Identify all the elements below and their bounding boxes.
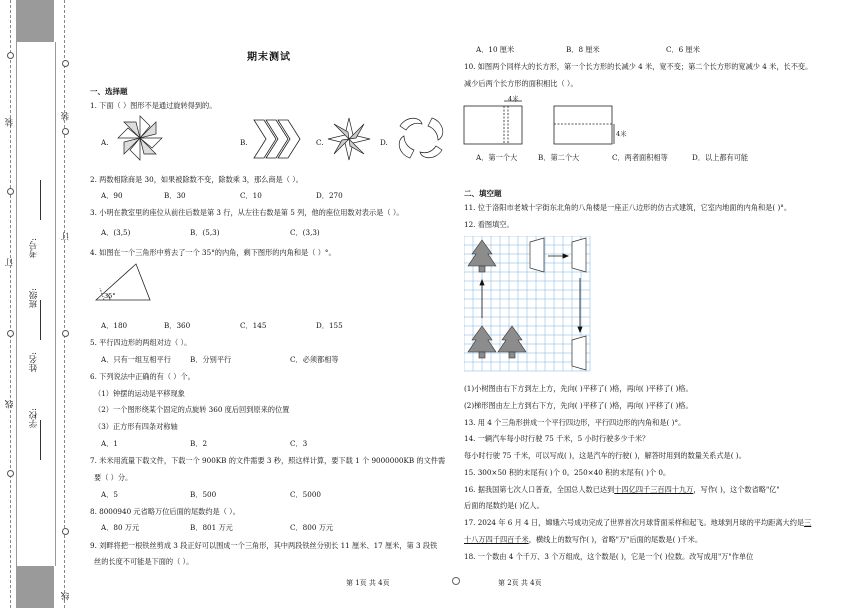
section-choice: 一、选择题 [90, 87, 128, 96]
q9-opt-b[interactable]: B．8 厘米 [566, 45, 600, 54]
q15-text: 15. 300×50 积的末尾有( )个 0。250×40 积的末尾有( )个 0。 [464, 468, 671, 477]
q13-text: 13. 用 4 个三角形拼成一个平行四边形，平行四边形的内角和是( )°。 [464, 418, 686, 427]
q1-opt-b[interactable]: B. [240, 138, 248, 147]
section-fill: 二、填空题 [464, 189, 502, 198]
q17-underlined-number: 三 [804, 518, 812, 527]
q6-opt-c[interactable]: C．3 [290, 439, 308, 448]
q12-text: 12. 看图填空。 [464, 220, 514, 229]
rectangles-figure [462, 96, 642, 148]
cut-triangle-figure [94, 262, 154, 304]
q6-text: 6. 下列说法中正确的有（ ）个。 [90, 372, 195, 381]
hole-marker [7, 470, 14, 477]
page-divider-mark [452, 577, 460, 585]
q3-text: 3. 小明在教室里的座位从前往后数是第 3 行，从左往右数是第 5 列，他的座位用数对表示是（ ）。 [90, 208, 404, 217]
q2-opt-c[interactable]: C．10 [240, 191, 262, 200]
pinwheel-figure [116, 114, 164, 162]
q7-text: 7. 米米用流量下载文件，下载一个 900KB 的文件需要 3 秒，照这样计算，要下载 1 个 9000000KB 的文件需 [90, 456, 446, 465]
q1-opt-c[interactable]: C. [316, 138, 324, 147]
q10-opt-d[interactable]: D．以上都有可能 [692, 153, 749, 162]
q8-opt-c[interactable]: C．800 万元 [290, 523, 334, 532]
q3-opt-a[interactable]: A．(3,5) [101, 228, 131, 237]
class-field[interactable] [40, 300, 41, 340]
q4-text: 4. 如图在一个三角形中剪去了一个 35°的内角，剩下图形的内角和是（ ）°。 [90, 248, 336, 257]
q2-text: 2. 两数相除商是 30，如果被除数不变，除数乘 3，那么商是（ ）。 [90, 175, 303, 184]
binding-margin [0, 0, 78, 608]
q6-item: （3）正方形有四条对称轴 [94, 422, 178, 431]
q7-text-cont: 要（ ）分。 [94, 473, 133, 482]
q16-fill: 后面的尾数约是( )亿人。 [464, 501, 544, 510]
q11-text: 11. 位于洛阳市老城十字街东北角的八角楼是一座正八边形的仿古式建筑，它室内地面的内角和是( )°。 [464, 203, 792, 212]
q2-opt-b[interactable]: B．30 [164, 191, 186, 200]
q17-underlined-number-cont: 十八万四千四百千米 [464, 535, 529, 544]
binding-mark: 线 [61, 592, 71, 601]
hole-marker [7, 330, 14, 337]
q5-opt-a[interactable]: A．只有一组互相平行 [101, 355, 171, 364]
exam-no-label: 考号: [29, 238, 39, 258]
q17-text: 17. 2024 年 6 月 4 日，嫦娥六号成功完成了世界首次月球背面采样和起飞。地球到月球的平均距离大约是三 [464, 518, 812, 527]
hole-marker [62, 528, 69, 535]
q7-opt-c[interactable]: C．5000 [290, 490, 321, 499]
q1-opt-d[interactable]: D. [380, 138, 388, 147]
q12-part1: (1)小树图由右下方到左上方，先向( )平移了( )格，再向( )平移了( )格。 [464, 384, 693, 393]
q4-angle-label: 35° [104, 292, 116, 300]
q7-opt-a[interactable]: A．5 [101, 490, 118, 499]
hole-marker [62, 128, 69, 135]
q16-text: 16. 据我国第七次人口普查，全国总人数已达到十四亿四千三百四十九万，写作( )，这个数省略"亿" [464, 485, 780, 494]
q5-opt-b[interactable]: B．分别平行 [190, 355, 232, 364]
q4-opt-a[interactable]: A．180 [101, 321, 128, 330]
q6-item: （2）一个图形绕某个固定的点旋转 360 度后回到原来的位置 [94, 405, 290, 414]
q5-opt-c[interactable]: C．必须都相等 [290, 355, 339, 364]
q5-text: 5. 平行四边形的两组对边（ ）。 [90, 338, 192, 347]
binding-mark: 订 [5, 258, 15, 267]
q8-opt-a[interactable]: A．80 万元 [101, 523, 140, 532]
q9-opt-c[interactable]: C．6 厘米 [666, 45, 700, 54]
dolphins-figure [392, 112, 450, 164]
q6-opt-a[interactable]: A．1 [101, 439, 118, 448]
q17-fill: 十八万四千四百千米，横线上的数写作( )，省略"万"后面的尾数是( )千米。 [464, 535, 703, 544]
q2-opt-a[interactable]: A．90 [101, 191, 123, 200]
q9-opt-a[interactable]: A．10 厘米 [476, 45, 515, 54]
exam-no-field[interactable] [40, 180, 41, 220]
q10-opt-b[interactable]: B．第二个大 [538, 153, 580, 162]
page-number-right: 第 2页 共 4页 [498, 579, 542, 587]
binding-gray-bottom [16, 566, 54, 608]
q8-opt-b[interactable]: B．801 万元 [190, 523, 233, 532]
q6-opt-b[interactable]: B．2 [190, 439, 208, 448]
hole-marker [62, 60, 69, 67]
hole-marker [7, 52, 14, 59]
q1-opt-a[interactable]: A. [101, 138, 109, 147]
q12-part2: (2)梯形图由左上方到右下方，先向( )平移了( )格，再向( )平移了( )格。 [464, 401, 693, 410]
cut-line-inner [64, 0, 65, 608]
q6-item: （1）钟摆的运动是平移现象 [94, 389, 185, 398]
translation-grid-figure [464, 236, 592, 372]
q3-opt-b[interactable]: B．(5,3) [190, 228, 220, 237]
hole-marker [62, 330, 69, 337]
q4-opt-b[interactable]: B．360 [164, 321, 191, 330]
hole-marker [7, 188, 14, 195]
star-figure [326, 116, 372, 162]
q7-opt-b[interactable]: B．500 [190, 490, 217, 499]
school-label: 学校: [29, 408, 39, 428]
q2-opt-d[interactable]: D．270 [316, 191, 343, 200]
school-field[interactable] [40, 420, 41, 460]
chevrons-figure [252, 118, 306, 160]
q10-text: 10. 如图两个同样大的长方形，第一个长方形的长减少 4 米，宽不变；第二个长方形的宽减少 4 米，长不变。 [464, 62, 813, 71]
cut-line-outer [10, 0, 11, 608]
binding-mark: 订 [61, 232, 71, 241]
q10-opt-c[interactable]: C．两者面积相等 [612, 153, 668, 162]
binding-gray-top [16, 0, 54, 42]
q8-text: 8. 8000940 元省略万位后面的尾数约是（ ）。 [90, 507, 240, 516]
q14-text: 14. 一辆汽车每小时行驶 75 千米，5 小时行驶多少千米？ [464, 434, 650, 443]
q3-opt-c[interactable]: C．(3,3) [290, 228, 320, 237]
q10-label-top: 4米 [508, 95, 519, 103]
class-label: 班级: [29, 288, 39, 308]
q16-underlined-number: 十四亿四千三百四十九万 [614, 485, 694, 494]
q10-opt-a[interactable]: A．第一个大 [476, 153, 518, 162]
q1-text: 1. 下面（ ）图形不是通过旋转得到的。 [90, 101, 217, 110]
binding-mark: 装 [61, 112, 71, 121]
q14-fill: 每小时行驶 75 千米，可以写成( )，这是汽车的行驶( )，解答时用到的数量关系式是( )。 [464, 451, 746, 460]
q4-opt-d[interactable]: D．155 [316, 321, 343, 330]
page-title: 期末测试 [247, 52, 291, 63]
page-number-left: 第 1页 共 4页 [346, 579, 390, 587]
q9-text-cont: 丝的长度不可能是下面的（ ）。 [94, 557, 194, 566]
q9-text: 9. 刘畔将把一根铁丝剪成 3 段正好可以围成一个三角形，其中两段铁丝分别长 11 厘米、17 厘米，第 3 段铁 [90, 541, 438, 550]
binding-mark: 装 [5, 118, 15, 127]
q10-label-side: 4米 [616, 130, 627, 138]
q10-text-cont: 减少后两个长方形的面积相比（ ）。 [464, 79, 578, 88]
name-label: 姓名: [29, 352, 39, 372]
q4-opt-c[interactable]: C．145 [240, 321, 267, 330]
binding-mark: 线 [5, 400, 15, 409]
q18-text: 18. 一个数由 4 个千万、3 个万组成，这个数是( )，它是一个( )位数。改写成用"万"作单位 [464, 552, 754, 561]
